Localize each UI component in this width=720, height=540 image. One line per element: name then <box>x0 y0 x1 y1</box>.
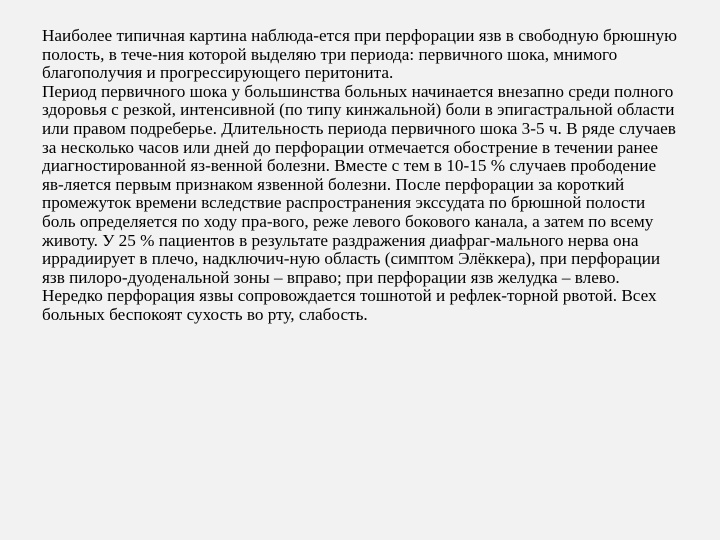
paragraph-primary-shock: Период первичного шока у большинства больных начинается внезапно среди полного здоровья с резкой, интенсивной (по типу кинжальной) боли в эпигастральной области или правом подреберье. Длительность периода первичного шока 3-5 ч. В ряде случаев за несколько часов или дней до перфорации отмечается обострение в течении ранее диагностированной яз-венной болезни. Вместе с тем в 10-15 % случаев прободение яв-ляется первым признаком язвенной болезни. После перфорации за короткий промежуток времени вследствие распространения экссудата по брюшной полости боль определяется по ходу пра-вого, реже левого бокового канала, а затем по всему животу. У 25 % пациентов в результате раздражения диафраг-мального нерва она иррадиирует в плечо, надключич-ную область (симптом Элёккера), при перфорации язв пилоро-дуоденальной зоны – вправо; при перфорации язв желудка – влево. <box>42 81 676 287</box>
text-block <box>42 27 682 325</box>
paragraph-nausea-vomiting: Нередко перфорация язвы сопровождается тошнотой и рефлек-торной рвотой. Всех больных беспокоят сухость во рту, слабость. <box>42 286 657 324</box>
paragraph-perforation-periods: Наиболее типичная картина наблюда-ется при перфорации язв в свободную брюшную полость, в тече-ния которой выделяю три периода: первичного шока, мнимого благополучия и прогрессирующего перитонита. <box>42 26 677 83</box>
